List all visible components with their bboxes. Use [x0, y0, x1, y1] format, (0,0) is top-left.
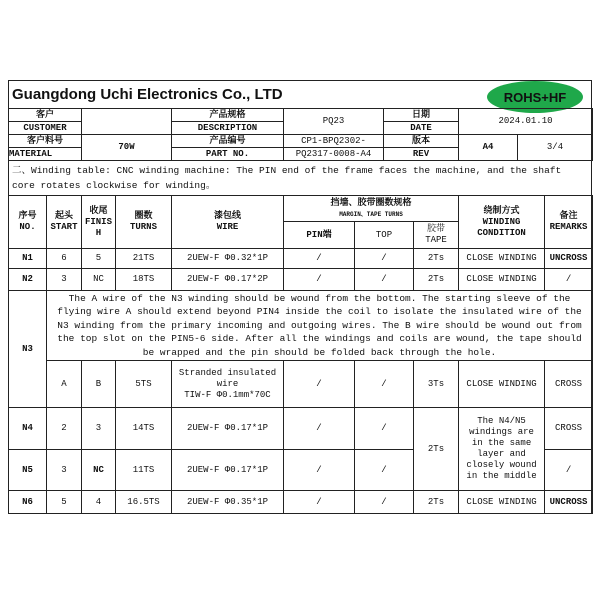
row-start: A — [47, 361, 82, 408]
col-pin: PIN端 — [284, 222, 355, 249]
row-turns: 16.5TS — [116, 491, 172, 514]
row-remarks: / — [545, 450, 593, 491]
col-finish: 收尾 FINIS H — [82, 196, 116, 249]
row-start: 5 — [47, 491, 82, 514]
col-tape: 胶带 TAPE — [414, 222, 459, 249]
row-turns: 11TS — [116, 450, 172, 491]
row-pin: / — [284, 450, 355, 491]
row-turns: 5TS — [116, 361, 172, 408]
customer-value — [82, 109, 172, 135]
col-turns: 圈数 TURNS — [116, 196, 172, 249]
row-pin: / — [284, 269, 355, 291]
row-condition: The N4/N5 windings are in the same layer and closely wound in the middle — [459, 408, 545, 491]
row-tape: 2Ts — [414, 408, 459, 491]
row-condition: CLOSE WINDING — [459, 269, 545, 291]
row-remarks: CROSS — [545, 361, 593, 408]
row-turns: 14TS — [116, 408, 172, 450]
table-row — [9, 408, 593, 450]
row-tape: 2Ts — [414, 491, 459, 514]
row-no: N6 — [9, 491, 47, 514]
material-label-cn: 客户料号 — [9, 135, 82, 148]
customer-label-en: CUSTOMER — [9, 122, 82, 135]
company-title: Guangdong Uchi Electronics Co., LTD — [12, 86, 283, 103]
row-no: N1 — [9, 249, 47, 269]
row-wire: 2UEW-F Φ0.17*1P — [172, 450, 284, 491]
part-value-1: CP1-BPQ2302- — [284, 135, 384, 148]
material-label-en: MATERIAL — [9, 148, 82, 161]
material-value: 70W — [82, 135, 172, 161]
col-margin: 挡墙、胶带圈数规格 MARGIN、TAPE TURNS — [284, 196, 459, 222]
row-remarks: UNCROSS — [545, 491, 593, 514]
part-value-2: PQ2317-0008-A4 — [284, 148, 384, 161]
row-finish: 5 — [82, 249, 116, 269]
row-tape: 2Ts — [414, 269, 459, 291]
row-wire: 2UEW-F Φ0.17*2P — [172, 269, 284, 291]
row-tape: 3Ts — [414, 361, 459, 408]
header-table — [8, 108, 593, 161]
table-row — [9, 249, 593, 269]
page-number: 3/4 — [518, 135, 593, 161]
col-condition: 绕制方式 WINDING CONDITION — [459, 196, 545, 249]
row-top: / — [355, 269, 414, 291]
row-remarks: UNCROSS — [545, 249, 593, 269]
row-wire: 2UEW-F Φ0.35*1P — [172, 491, 284, 514]
row-finish: 3 — [82, 408, 116, 450]
row-top: / — [355, 491, 414, 514]
row-finish: 4 — [82, 491, 116, 514]
date-label-cn: 日期 — [384, 109, 459, 122]
row-no: N5 — [9, 450, 47, 491]
col-top: TOP — [355, 222, 414, 249]
row-top: / — [355, 249, 414, 269]
date-label-en: DATE — [384, 122, 459, 135]
winding-description: 二、Winding table: CNC winding machine: The PIN end of the frame faces the machine, and the shaft core rotates clockwise for winding。 — [12, 165, 562, 191]
row-remarks: / — [545, 269, 593, 291]
row-start: 2 — [47, 408, 82, 450]
row-remarks: CROSS — [545, 408, 593, 450]
row-no: N3 — [9, 291, 47, 408]
table-row — [9, 291, 593, 361]
desc-label-cn: 产品规格 — [172, 109, 284, 122]
row-wire: 2UEW-F Φ0.17*1P — [172, 408, 284, 450]
row-pin: / — [284, 249, 355, 269]
row-condition: CLOSE WINDING — [459, 249, 545, 269]
part-label-en: PART NO. — [172, 148, 284, 161]
row-pin: / — [284, 408, 355, 450]
row-start: 3 — [47, 269, 82, 291]
col-wire: 漆包线 WIRE — [172, 196, 284, 249]
row-tape: 2Ts — [414, 249, 459, 269]
row-condition: CLOSE WINDING — [459, 491, 545, 514]
col-start: 起头 START — [47, 196, 82, 249]
row-finish: B — [82, 361, 116, 408]
desc-label-en: DESCRIPTION — [172, 122, 284, 135]
n3-note: The A wire of the N3 winding should be wound from the bottom. The starting sleeve of the flying wire A should extend beyond PIN4 inside the coil to isolate the insulated wire of the N3 winding from the primary incoming and outgoing wires. The B wire should be wound out from the top slot on the PIN5-6 side. After all the windings and coils are wound, the tape should be wrapped and the pin should be folded back through the hole. — [47, 291, 593, 361]
row-top: / — [355, 450, 414, 491]
row-no: N2 — [9, 269, 47, 291]
date-value: 2024.01.10 — [459, 109, 593, 135]
rohs-badge: ROHS+HF — [487, 81, 583, 113]
col-remarks: 备注 REMARKS — [545, 196, 593, 249]
row-pin: / — [284, 491, 355, 514]
desc-value: PQ23 — [284, 109, 384, 135]
table-row — [9, 269, 593, 291]
row-finish: NC — [82, 269, 116, 291]
row-turns: 21TS — [116, 249, 172, 269]
row-top: / — [355, 408, 414, 450]
table-row — [9, 491, 593, 514]
table-row — [9, 361, 593, 408]
row-pin: / — [284, 361, 355, 408]
row-no: N4 — [9, 408, 47, 450]
customer-label-cn: 客户 — [9, 109, 82, 122]
row-condition: CLOSE WINDING — [459, 361, 545, 408]
row-wire: 2UEW-F Φ0.32*1P — [172, 249, 284, 269]
rev-label-en: REV — [384, 148, 459, 161]
row-top: / — [355, 361, 414, 408]
row-wire: Stranded insulated wire TIW-F Φ0.1mm*70C — [172, 361, 284, 408]
row-start: 6 — [47, 249, 82, 269]
winding-table — [8, 195, 593, 514]
row-start: 3 — [47, 450, 82, 491]
row-turns: 18TS — [116, 269, 172, 291]
part-label-cn: 产品编号 — [172, 135, 284, 148]
col-no: 序号 NO. — [9, 196, 47, 249]
rev-label-cn: 版本 — [384, 135, 459, 148]
row-finish: NC — [82, 450, 116, 491]
rev-value: A4 — [459, 135, 518, 161]
